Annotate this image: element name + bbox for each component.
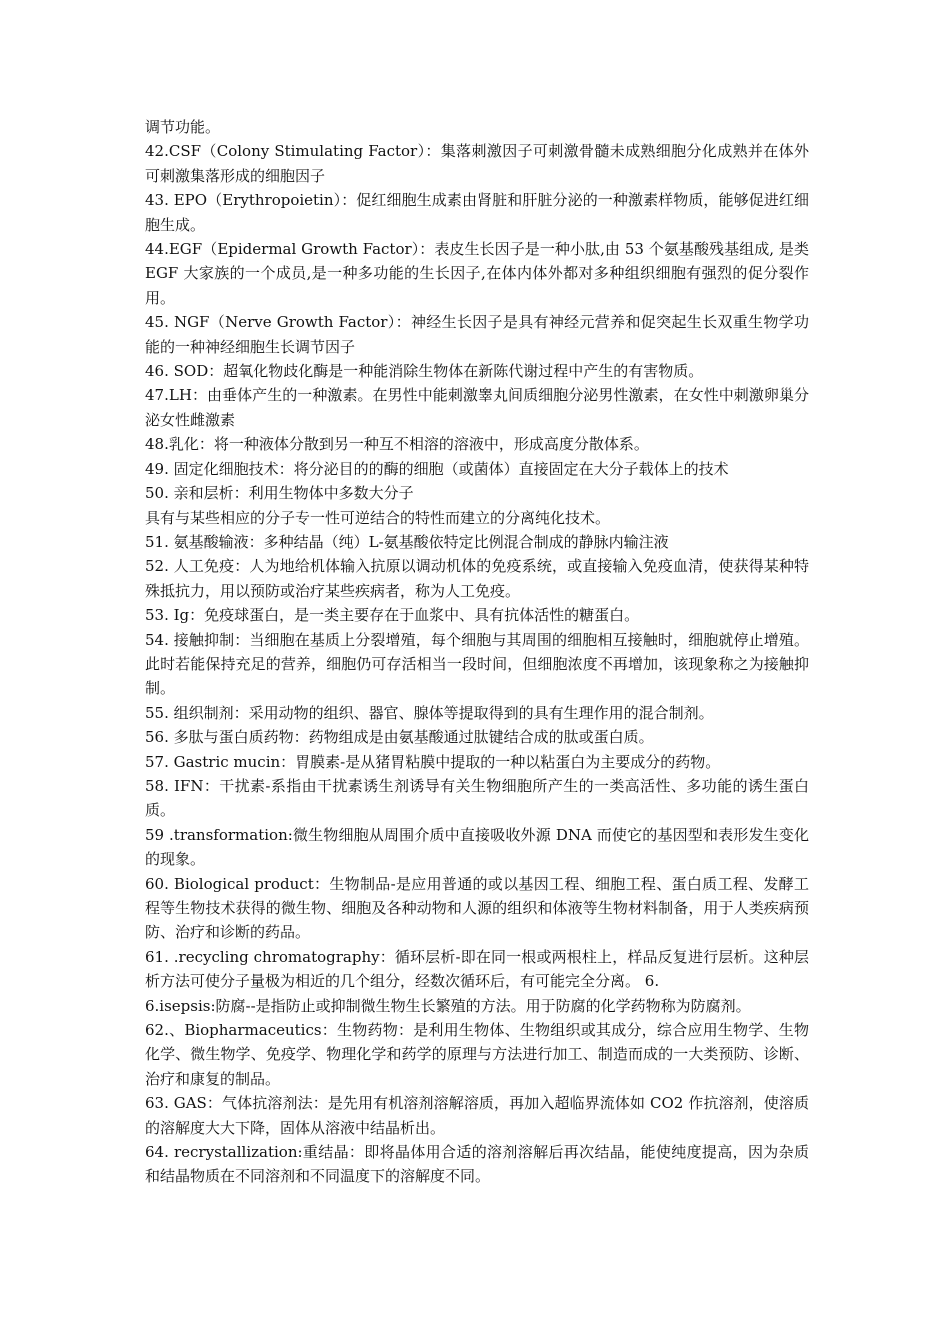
paragraph-61-recycling-chromatography: 61. .recycling chromatography：循环层析-即在同一根或两根柱上，样品反复进行层析。这种层析方法可使分子量极为相近的几个组分，经数次循环后，有可能完全分离。 6. bbox=[145, 947, 809, 991]
paragraph-60-biological-product: 60. Biological product：生物制品-是应用普通的或以基因工程、细胞工程、蛋白质工程、发酵工程等生物技术获得的微生物、细胞及各种动物和人源的组织和体液等生物材料制备，用于人类疾病预防、治疗和诊断的药品。 bbox=[145, 874, 809, 942]
paragraph-49-immobilized-cell: 49. 固定化细胞技术：将分泌目的的酶的细胞（或菌体）直接固定在大分子载体上的技术 bbox=[145, 459, 729, 478]
paragraph-46-sod: 46. SOD：超氧化物歧化酶是一种能消除生物体在新陈代谢过程中产生的有害物质。 bbox=[145, 362, 704, 381]
paragraph-63-gas: 63. GAS：气体抗溶剂法：是先用有机溶剂溶解溶质，再加入超临界流体如 CO2 作抗溶剂，使溶质的溶解度大大下降，固体从溶液中结晶析出。 bbox=[145, 1094, 809, 1137]
paragraph-44-egf: 44.EGF（Epidermal Growth Factor）：表皮生长因子是一种小肽,由 53 个氨基酸残基组成, 是类 EGF 大家族的一个成员,是一种多功能的生长因子,在体内体外都对多种组织细胞有强烈的促分裂作用。 bbox=[145, 240, 809, 307]
paragraph-45-ngf: 45. NGF（Nerve Growth Factor）：神经生长因子是具有神经元营养和促突起生长双重生物学功能的一种神经细胞生长调节因子 bbox=[145, 313, 809, 356]
paragraph-56-peptide-protein-drugs: 56. 多肽与蛋白质药物：药物组成是由氨基酸通过肽键结合成的肽或蛋白质。 bbox=[145, 728, 654, 747]
paragraph-43-epo: 43. EPO（Erythropoietin）：促红细胞生成素由肾脏和肝脏分泌的一种激素样物质，能够促进红细胞生成。 bbox=[145, 191, 809, 234]
paragraph-51-amino-acid-infusion: 51. 氨基酸输液：多种结晶（纯）L-氨基酸依特定比例混合制成的静脉内输注液 bbox=[145, 532, 669, 551]
paragraph-54-contact-inhibition: 54. 接触抑制：当细胞在基质上分裂增殖，每个细胞与其周围的细胞相互接触时，细胞就停止增殖。此时若能保持充足的营养，细胞仍可存活相当一段时间，但细胞浓度不再增加，该现象称之为接触抑制。 bbox=[145, 630, 809, 698]
paragraph-42-csf: 42.CSF（Colony Stimulating Factor）：集落刺激因子可刺激骨髓未成熟细胞分化成熟并在体外可刺激集落形成的细胞因子 bbox=[145, 142, 809, 185]
paragraph-48-emulsification: 48.乳化：将一种液体分散到另一种互不相溶的溶液中，形成高度分散体系。 bbox=[145, 435, 649, 454]
paragraph-47-lh: 47.LH：由垂体产生的一种激素。在男性中能刺激睾丸间质细胞分泌男性激素，在女性中刺激卵巢分泌女性雌激素 bbox=[145, 386, 809, 429]
paragraph-52-artificial-immunity: 52. 人工免疫：人为地给机体输入抗原以调动机体的免疫系统，或直接输入免疫血清，使获得某种特殊抵抗力，用以预防或治疗某些疾病者，称为人工免疫。 bbox=[145, 557, 809, 600]
paragraph-53-ig: 53. Ig：免疫球蛋白，是一类主要存在于血浆中、具有抗体活性的糖蛋白。 bbox=[145, 606, 640, 625]
paragraph-55-tissue-preparation: 55. 组织制剂：采用动物的组织、器官、腺体等提取得到的具有生理作用的混合制剂。 bbox=[145, 703, 714, 722]
document-page bbox=[145, 115, 809, 1189]
paragraph-59-transformation: 59 .transformation:微生物细胞从周围介质中直接吸收外源 DNA 而使它的基因型和表形发生变化的现象。 bbox=[145, 825, 809, 869]
paragraph-64-recrystallization: 64. recrystallization:重结晶：即将晶体用合适的溶剂溶解后再次结晶，能使纯度提高，因为杂质和结晶物质在不同溶剂和不同温度下的溶解度不同。 bbox=[145, 1143, 809, 1186]
paragraph-50-continued: 具有与某些相应的分子专一性可逆结合的特性而建立的分离纯化技术。 bbox=[145, 508, 611, 527]
paragraph-6-isepsis: 6.isepsis:防腐--是指防止或抑制微生物生长繁殖的方法。用于防腐的化学药物称为防腐剂。 bbox=[145, 996, 751, 1015]
paragraph-intro-tail: 调节功能。 bbox=[145, 118, 221, 136]
paragraph-62-biopharmaceutics: 62.、Biopharmaceutics：生物药物：是利用生物体、生物组织或其成分，综合应用生物学、生物化学、微生物学、免疫学、物理化学和药学的原理与方法进行加工、制造而成的一大类预防、诊断、治疗和康复的制品。 bbox=[145, 1021, 809, 1088]
paragraph-58-ifn: 58. IFN：干扰素-系指由干扰素诱生剂诱导有关生物细胞所产生的一类高活性、多功能的诱生蛋白质。 bbox=[145, 776, 809, 820]
paragraph-50-affinity-chromatography: 50. 亲和层析：利用生物体中多数大分子 bbox=[145, 484, 414, 503]
paragraph-57-gastric-mucin: 57. Gastric mucin：胃膜素-是从猪胃粘膜中提取的一种以粘蛋白为主要成分的药物。 bbox=[145, 752, 721, 771]
